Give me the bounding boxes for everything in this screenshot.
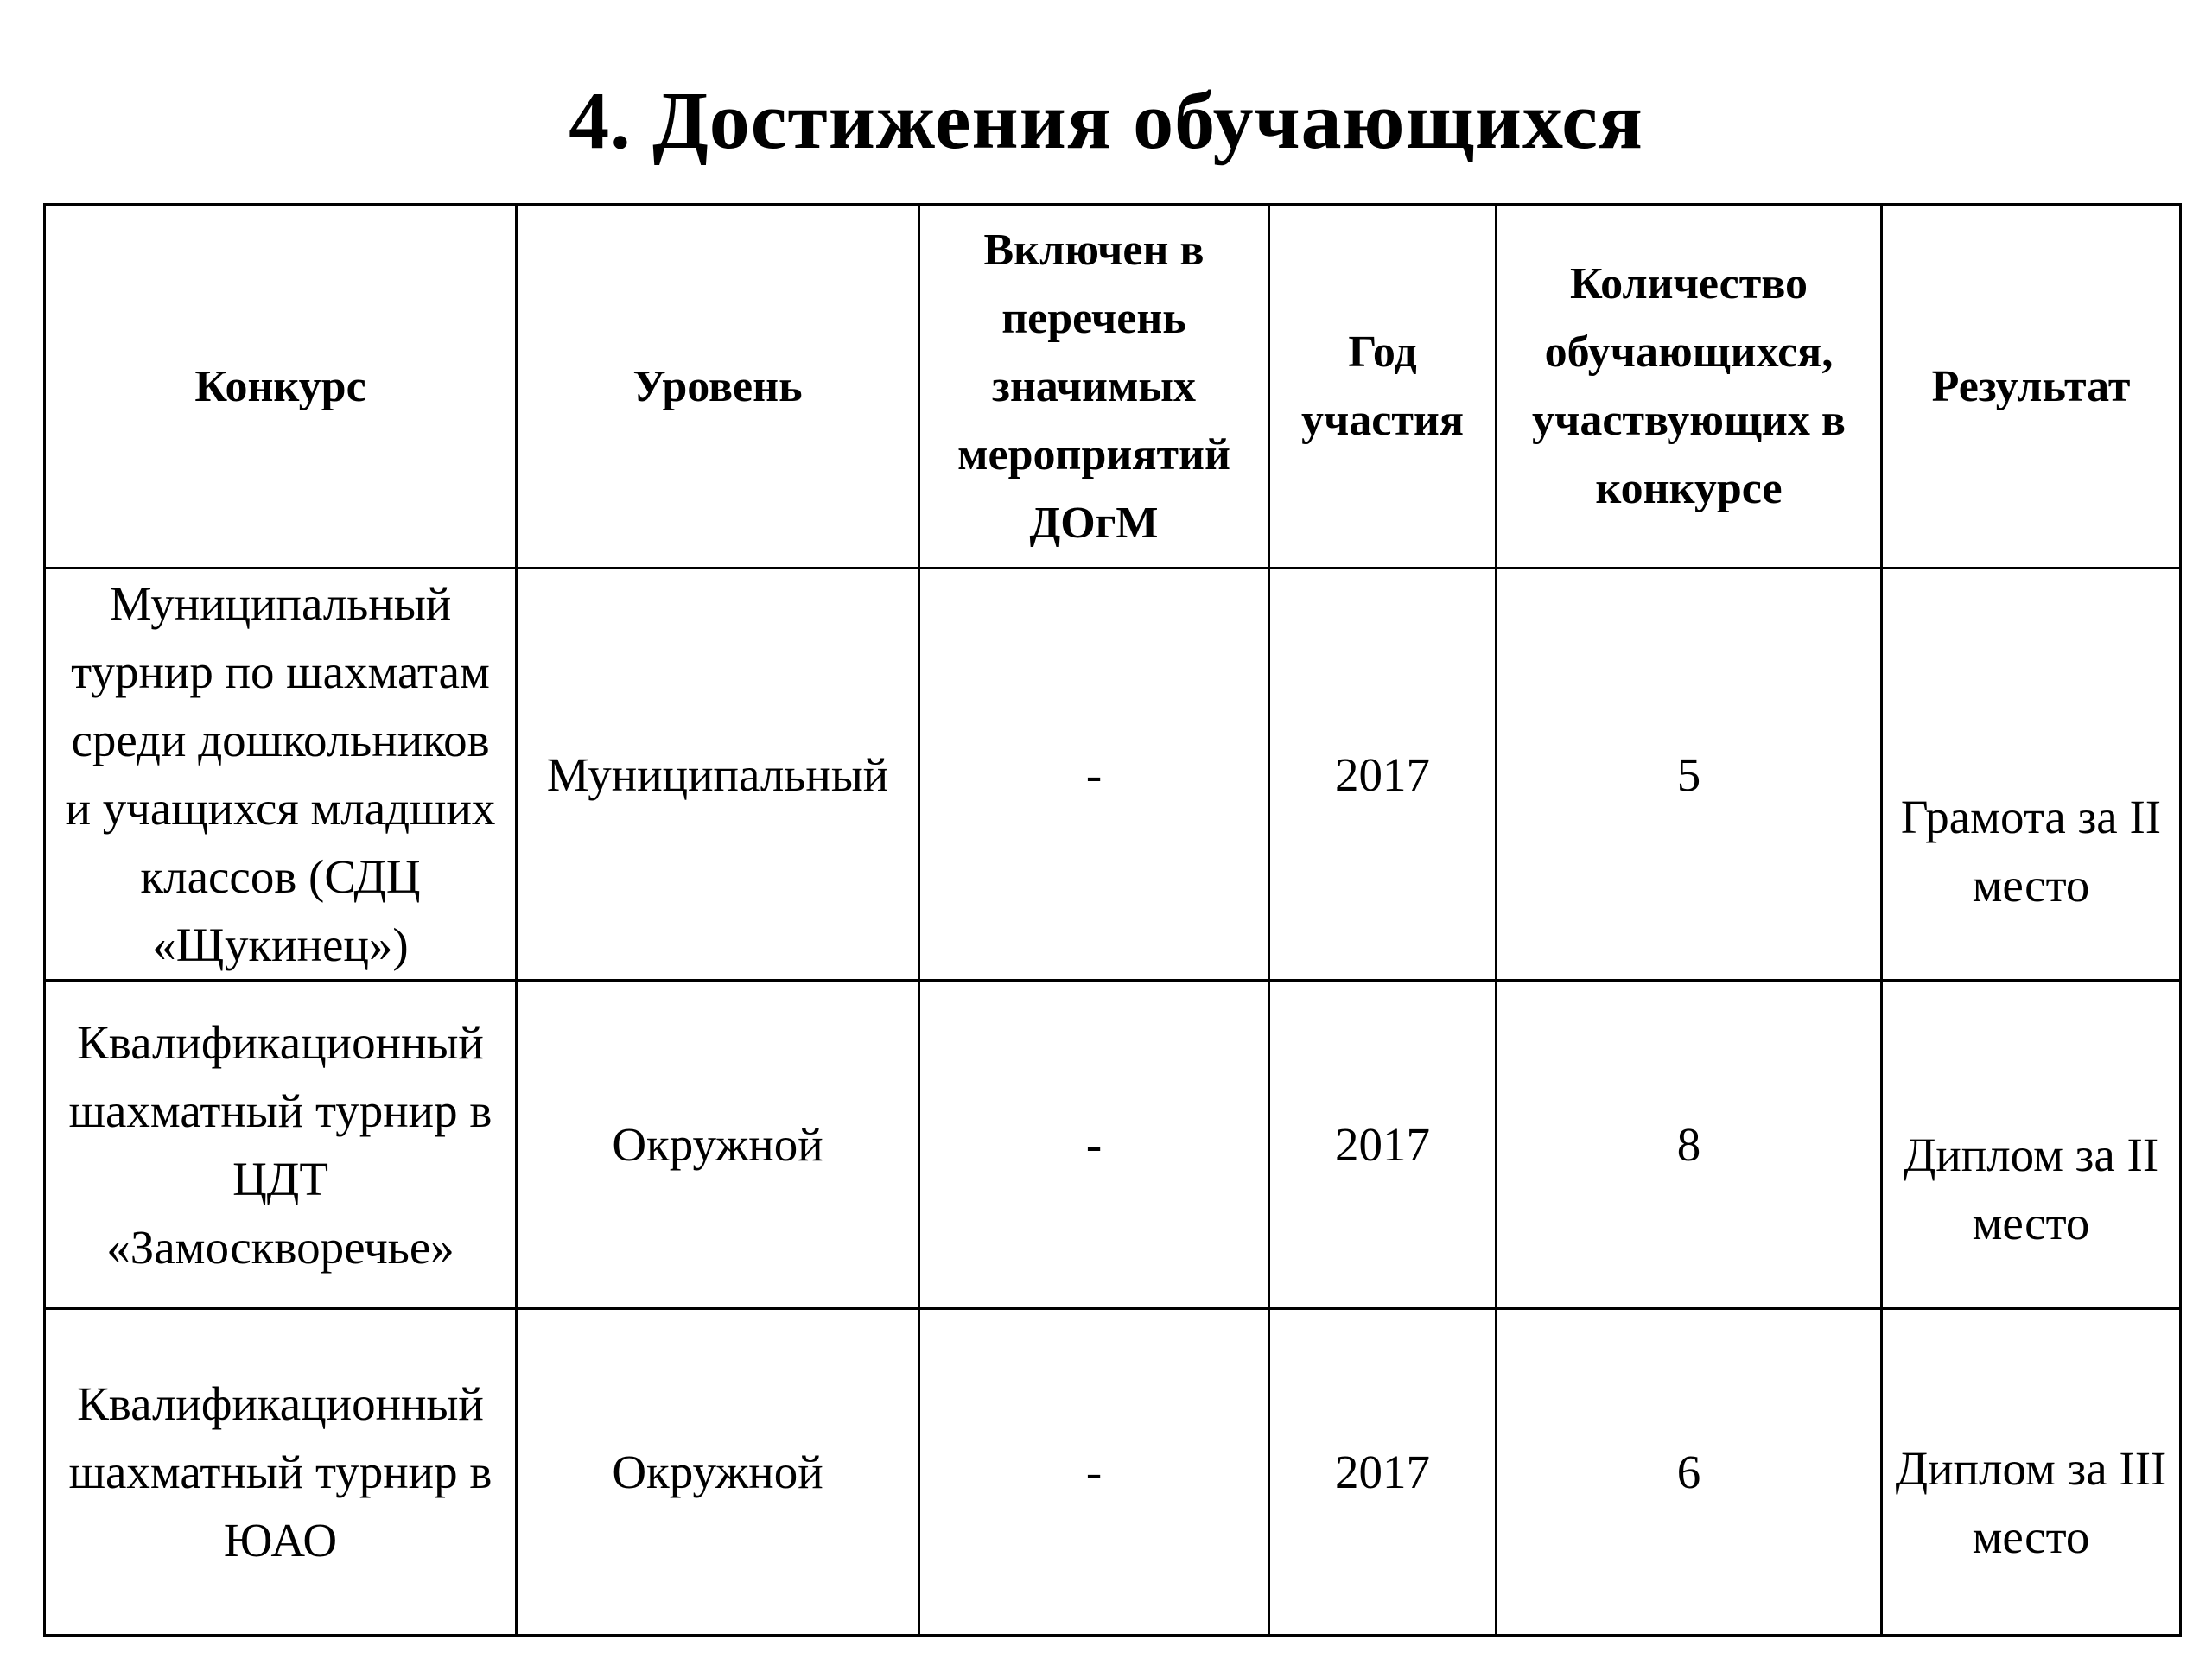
cell-year: 2017	[1269, 981, 1497, 1309]
cell-result: Диплом за II место	[1882, 981, 2181, 1309]
table-row	[45, 1309, 2181, 1636]
cell-included: -	[919, 1309, 1269, 1636]
header-result: Результат	[1882, 205, 2181, 569]
cell-count: 8	[1497, 981, 1882, 1309]
header-level: Уровень	[517, 205, 919, 569]
cell-contest: Квалификационный шахматный турнир в ЦДТ «Замоскворечье»	[45, 981, 517, 1309]
table-row	[45, 569, 2181, 981]
cell-included: -	[919, 569, 1269, 981]
achievements-table	[43, 203, 2182, 1637]
cell-year: 2017	[1269, 1309, 1497, 1636]
cell-contest: Квалификационный шахматный турнир в ЮАО	[45, 1309, 517, 1636]
header-included: Включен в перечень значимых мероприятий ДОгМ	[919, 205, 1269, 569]
cell-contest: Муниципальный турнир по шахматам среди дошкольников и учащихся младших классов (СДЦ «Щукинец»)	[45, 569, 517, 981]
cell-count: 5	[1497, 569, 1882, 981]
cell-result: Грамота за II место	[1882, 569, 2181, 981]
header-count: Количество обучающихся, участвующих в конкурсе	[1497, 205, 1882, 569]
cell-count: 6	[1497, 1309, 1882, 1636]
cell-included: -	[919, 981, 1269, 1309]
header-year: Год участия	[1269, 205, 1497, 569]
cell-level: Окружной	[517, 1309, 919, 1636]
table-row	[45, 981, 2181, 1309]
table-header-row	[45, 205, 2181, 569]
cell-year: 2017	[1269, 569, 1497, 981]
cell-result: Диплом за III место	[1882, 1309, 2181, 1636]
cell-level: Окружной	[517, 981, 919, 1309]
cell-level: Муниципальный	[517, 569, 919, 981]
header-contest: Конкурс	[45, 205, 517, 569]
page-title: 4. Достижения обучающихся	[569, 76, 1643, 166]
